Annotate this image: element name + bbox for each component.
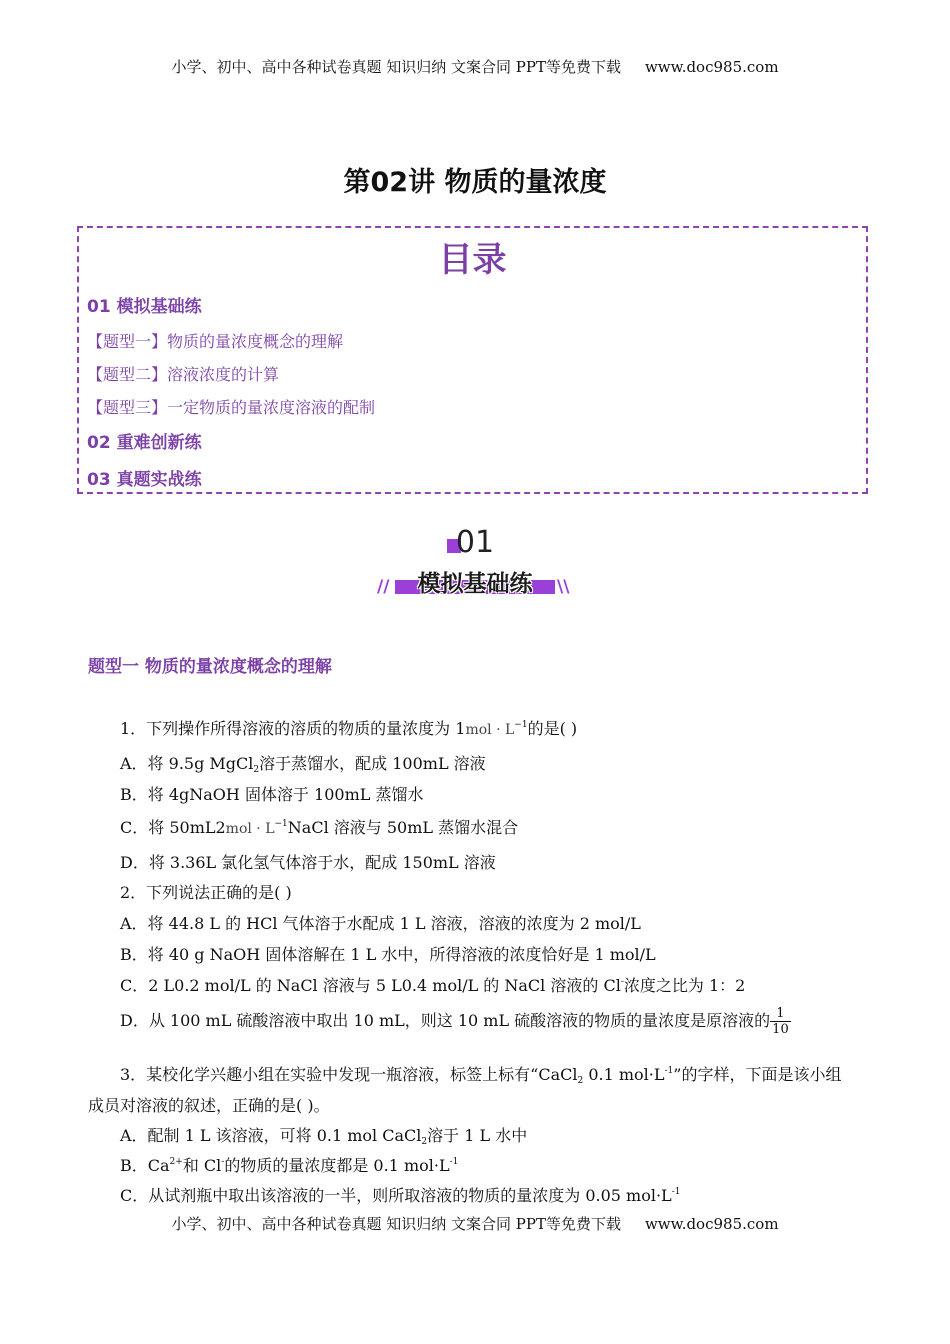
q1-c-sup: −1 — [274, 819, 288, 829]
toc-section-2[interactable]: 02 重难创新练 — [87, 433, 202, 453]
toc-item-2[interactable]: 【题型二】溶液浓度的计算 — [87, 365, 280, 384]
q3-b-mid: 和 Cl — [182, 1156, 222, 1175]
q3-stem-mid: 0.1 mol·L — [583, 1065, 665, 1084]
q3-option-c — [120, 1183, 680, 1206]
q2-d-text: D．从 100 mL 硫酸溶液中取出 10 mL，则这 10 mL 硫酸溶液的物质的量浓度是原溶液的 — [120, 1011, 771, 1030]
page-header — [0, 56, 950, 77]
q1-stem-text: 1．下列操作所得溶液的溶质的物质的量浓度为 1 — [120, 719, 466, 738]
section-heading: 题型一 物质的量浓度概念的理解 — [88, 657, 332, 677]
q3-b-sup2: - — [221, 1157, 225, 1167]
q3-stem-sup: -1 — [664, 1066, 674, 1076]
q3-b-sup1: 2+ — [169, 1157, 183, 1167]
q3-b-mid2: 的物质的量浓度都是 0.1 mol·L — [224, 1156, 450, 1175]
q2-option-a: A．将 44.8 L 的 HCl 气体溶于水配成 1 L 溶液，溶液的浓度为 2 mol/L — [120, 914, 641, 933]
banner-label: 模拟基础练 — [417, 571, 533, 597]
q3-option-b — [120, 1153, 458, 1176]
toc-heading: 目录 — [438, 240, 507, 280]
q1-option-b: B．将 4gNaOH 固体溶于 100mL 蒸馏水 — [120, 785, 424, 804]
q1-stem — [120, 716, 577, 739]
q1-a-text-end: 溶于蒸馏水，配成 100mL 溶液 — [259, 754, 486, 773]
q2-c-text-end: 浓度之比为 1：2 — [623, 976, 746, 995]
q1-unit: mol · L — [465, 722, 515, 738]
q1-c-text: C．将 50mL2 — [120, 818, 226, 837]
q1-unit-sup: −1 — [514, 720, 528, 730]
q2-d-fraction — [770, 1006, 791, 1037]
q3-a-sub: 2 — [421, 1137, 428, 1147]
fraction-numerator: 1 — [770, 1006, 791, 1022]
document-title: 第02讲 物质的量浓度 — [343, 167, 607, 198]
header-site[interactable]: www.doc985.com — [644, 58, 779, 76]
q2-option-c — [120, 973, 745, 996]
q3-stem-end: ”的字样，下面是该小组 — [673, 1065, 842, 1084]
q3-b-text: B．Ca — [120, 1156, 170, 1175]
footer-text: 小学、初中、高中各种试卷真题 知识归纳 文案合同 PPT等免费下载 — [171, 1215, 621, 1233]
q1-a-text: A．将 9.5g MgCl — [120, 754, 254, 773]
q1-c-text-end: NaCl 溶液与 50mL 蒸馏水混合 — [287, 818, 519, 837]
q3-b-sup3: -1 — [449, 1157, 459, 1167]
q3-stem-text: 3．某校化学兴趣小组在实验中发现一瓶溶液，标签上标有“CaCl — [120, 1065, 578, 1084]
footer-site[interactable]: www.doc985.com — [644, 1215, 779, 1233]
q1-a-sub: 2 — [253, 765, 260, 775]
fraction-denominator: 10 — [772, 1022, 789, 1037]
q1-c-unit: mol · L — [225, 821, 275, 837]
banner-left-slash-icon: // — [377, 577, 390, 597]
q3-c-sup: -1 — [671, 1187, 681, 1197]
header-text: 小学、初中、高中各种试卷真题 知识归纳 文案合同 PPT等免费下载 — [171, 58, 621, 76]
q2-c-sup: - — [620, 977, 624, 987]
q1-option-a — [120, 751, 486, 774]
q3-c-text: C．从试剂瓶中取出该溶液的一半，则所取溶液的物质的量浓度为 0.05 mol·L — [120, 1186, 672, 1205]
q2-c-text: C．2 L0.2 mol/L 的 NaCl 溶液与 5 L0.4 mol/L 的 NaCl 溶液的 Cl — [120, 976, 621, 995]
q3-stem-line1 — [120, 1062, 841, 1085]
toc-item-3[interactable]: 【题型三】一定物质的量浓度溶液的配制 — [87, 398, 376, 417]
q2-option-d — [120, 1006, 791, 1037]
q3-stem-line2: 成员对溶液的叙述，正确的是( )。 — [88, 1096, 330, 1115]
q1-option-d: D．将 3.36L 氯化氢气体溶于水，配成 150mL 溶液 — [120, 853, 496, 872]
toc-section-3[interactable]: 03 真题实战练 — [87, 470, 202, 490]
toc-section-1[interactable]: 01 模拟基础练 — [87, 297, 202, 317]
q3-a-text: A．配制 1 L 该溶液，可将 0.1 mol CaCl — [120, 1126, 422, 1145]
q3-a-text-end: 溶于 1 L 水中 — [427, 1126, 528, 1145]
q1-stem-end: 的是( ) — [527, 719, 578, 738]
q3-option-a — [120, 1123, 527, 1146]
banner-number: 01 — [455, 525, 495, 560]
q2-option-b: B．将 40 g NaOH 固体溶解在 1 L 水中，所得溶液的浓度恰好是 1 mol/L — [120, 945, 656, 964]
q1-option-c — [120, 815, 518, 838]
page-footer — [0, 1213, 950, 1234]
banner-right-slash-icon: \\ — [557, 577, 570, 597]
section-banner — [375, 525, 575, 605]
toc-item-1[interactable]: 【题型一】物质的量浓度概念的理解 — [87, 332, 344, 351]
q2-stem: 2．下列说法正确的是( ) — [120, 883, 292, 902]
q3-stem-sub: 2 — [577, 1076, 584, 1086]
table-of-contents — [77, 226, 868, 494]
